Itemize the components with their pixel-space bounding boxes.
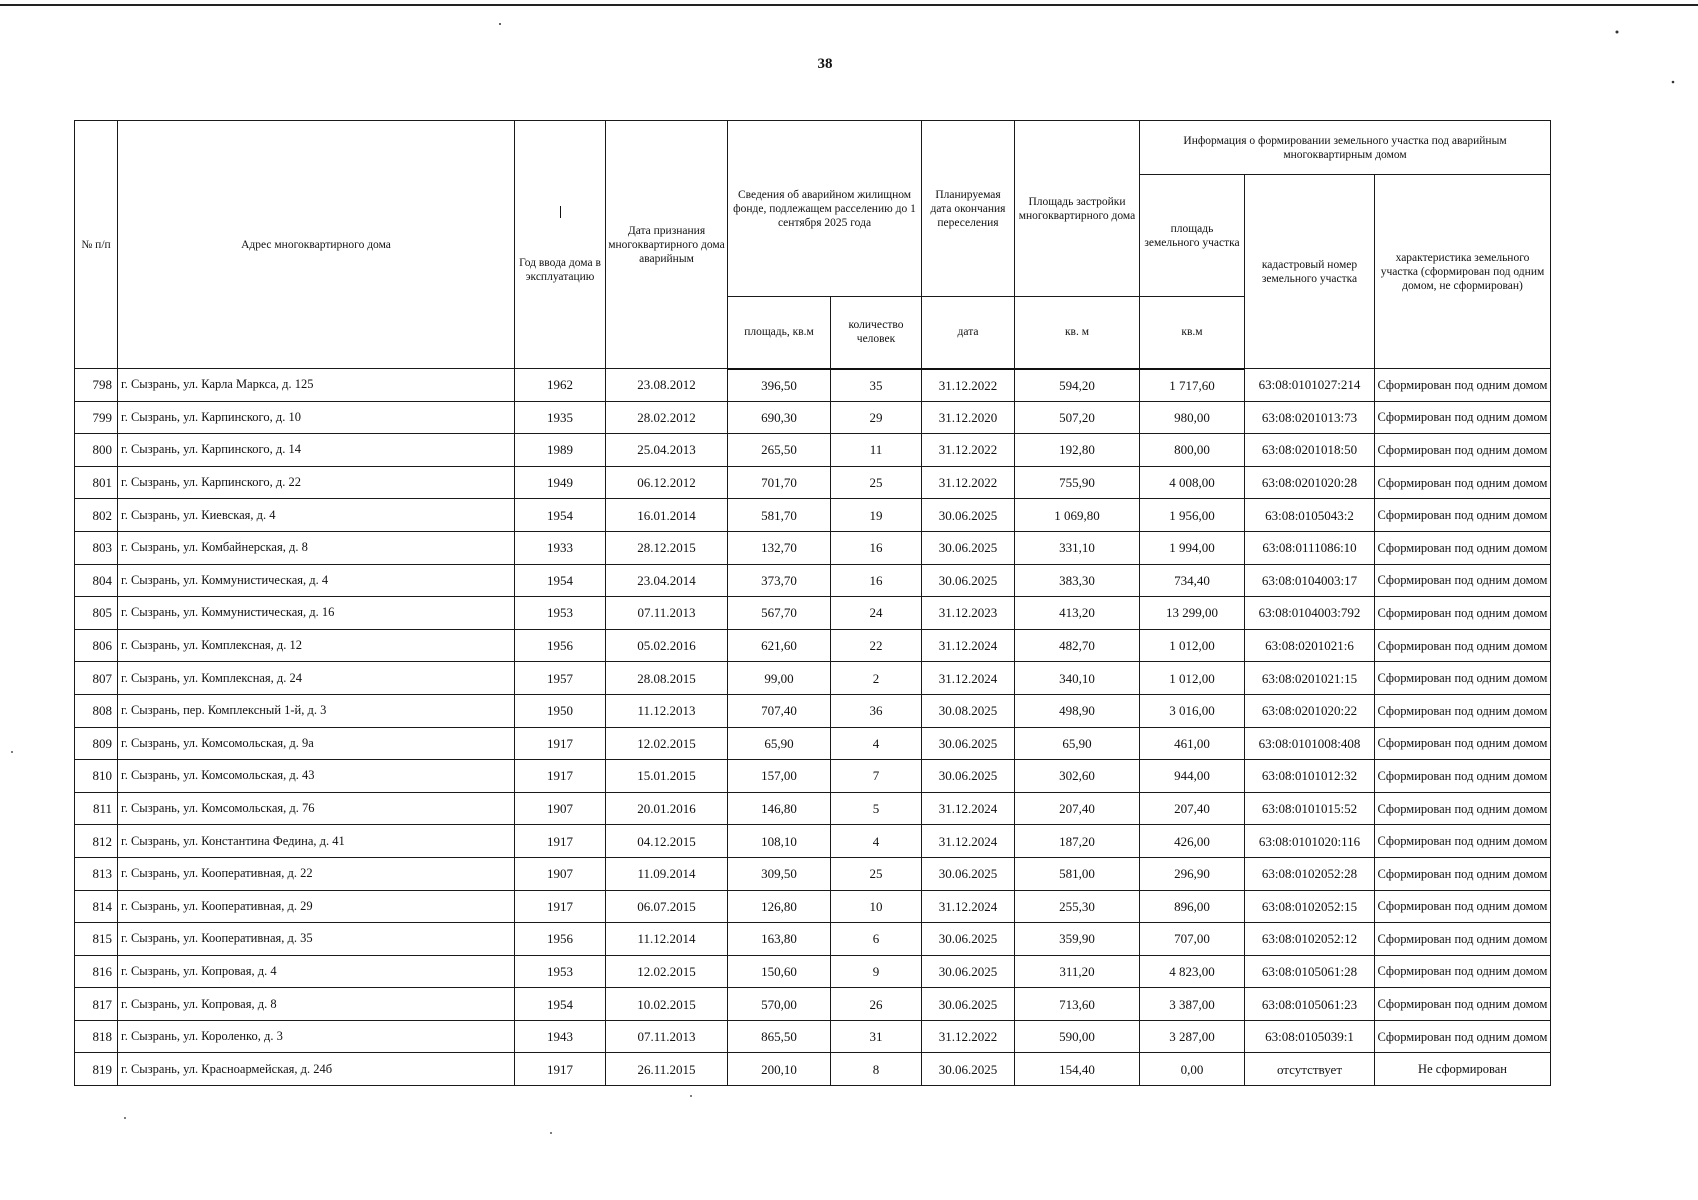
row-people: 5 <box>831 792 922 825</box>
row-recognized-date: 16.01.2014 <box>606 499 728 532</box>
row-year: 1950 <box>515 694 606 727</box>
row-year: 1917 <box>515 825 606 858</box>
header-address: Адрес многоквартирного дома <box>118 121 515 369</box>
row-land-area: 980,00 <box>1140 401 1245 434</box>
row-fund-area: 396,50 <box>728 369 831 402</box>
row-number: 819 <box>75 1053 118 1086</box>
row-characteristic: Сформирован под одним домом <box>1375 825 1551 858</box>
row-land-area: 1 956,00 <box>1140 499 1245 532</box>
row-cadastral: 63:08:0101015:52 <box>1245 792 1375 825</box>
row-characteristic: Сформирован под одним домом <box>1375 434 1551 467</box>
row-address: г. Сызрань, пер. Комплексный 1-й, д. 3 <box>118 694 515 727</box>
page-number: 38 <box>817 56 833 72</box>
row-recognized-date: 10.02.2015 <box>606 988 728 1021</box>
row-land-area: 3 387,00 <box>1140 988 1245 1021</box>
row-fund-area: 707,40 <box>728 694 831 727</box>
row-build-area: 713,60 <box>1015 988 1140 1021</box>
row-year: 1954 <box>515 564 606 597</box>
row-number: 803 <box>75 531 118 564</box>
row-build-area: 1 069,80 <box>1015 499 1140 532</box>
row-year: 1917 <box>515 890 606 923</box>
row-build-area: 590,00 <box>1015 1020 1140 1053</box>
row-people: 26 <box>831 988 922 1021</box>
row-planned-date: 30.06.2025 <box>922 564 1015 597</box>
row-recognized-date: 04.12.2015 <box>606 825 728 858</box>
row-address: г. Сызрань, ул. Карла Маркса, д. 125 <box>118 369 515 402</box>
row-build-area: 383,30 <box>1015 564 1140 597</box>
row-address: г. Сызрань, ул. Копровая, д. 8 <box>118 988 515 1021</box>
header-build-area-unit: кв. м <box>1015 297 1140 369</box>
row-recognized-date: 25.04.2013 <box>606 434 728 467</box>
header-planned-date: дата <box>922 297 1015 369</box>
row-people: 25 <box>831 466 922 499</box>
header-land-area: площадь земельного участка <box>1140 175 1245 297</box>
row-cadastral: 63:08:0101020:116 <box>1245 825 1375 858</box>
row-build-area: 187,20 <box>1015 825 1140 858</box>
row-cadastral: 63:08:0201020:22 <box>1245 694 1375 727</box>
row-characteristic: Сформирован под одним домом <box>1375 369 1551 402</box>
row-people: 35 <box>831 369 922 402</box>
row-build-area: 207,40 <box>1015 792 1140 825</box>
row-cadastral: 63:08:0201013:73 <box>1245 401 1375 434</box>
row-build-area: 581,00 <box>1015 857 1140 890</box>
row-fund-area: 567,70 <box>728 597 831 630</box>
row-year: 1962 <box>515 369 606 402</box>
table-row <box>75 825 1551 858</box>
row-people: 8 <box>831 1053 922 1086</box>
row-characteristic: Сформирован под одним домом <box>1375 857 1551 890</box>
row-address: г. Сызрань, ул. Комсомольская, д. 9а <box>118 727 515 760</box>
row-address: г. Сызрань, ул. Комплексная, д. 24 <box>118 662 515 695</box>
table-row <box>75 499 1551 532</box>
row-year: 1949 <box>515 466 606 499</box>
row-address: г. Сызрань, ул. Короленко, д. 3 <box>118 1020 515 1053</box>
row-planned-date: 31.12.2024 <box>922 662 1015 695</box>
row-fund-area: 373,70 <box>728 564 831 597</box>
table-row <box>75 727 1551 760</box>
row-people: 25 <box>831 857 922 890</box>
row-fund-area: 65,90 <box>728 727 831 760</box>
row-land-area: 461,00 <box>1140 727 1245 760</box>
row-recognized-date: 26.11.2015 <box>606 1053 728 1086</box>
row-address: г. Сызрань, ул. Кооперативная, д. 35 <box>118 923 515 956</box>
row-planned-date: 30.06.2025 <box>922 499 1015 532</box>
row-land-area: 734,40 <box>1140 564 1245 597</box>
row-characteristic: Сформирован под одним домом <box>1375 988 1551 1021</box>
row-build-area: 507,20 <box>1015 401 1140 434</box>
table-row <box>75 662 1551 695</box>
emergency-housing-table <box>74 120 1551 1086</box>
row-recognized-date: 07.11.2013 <box>606 1020 728 1053</box>
row-planned-date: 30.06.2025 <box>922 1053 1015 1086</box>
row-number: 809 <box>75 727 118 760</box>
header-fund-group: Сведения об аварийном жилищном фонде, подлежащем расселению до 1 сентября 2025 года <box>728 121 922 297</box>
row-address: г. Сызрань, ул. Константина Федина, д. 41 <box>118 825 515 858</box>
row-number: 810 <box>75 760 118 793</box>
row-address: г. Сызрань, ул. Комбайнерская, д. 8 <box>118 531 515 564</box>
row-address: г. Сызрань, ул. Киевская, д. 4 <box>118 499 515 532</box>
row-build-area: 594,20 <box>1015 369 1140 402</box>
row-recognized-date: 11.12.2014 <box>606 923 728 956</box>
row-land-area: 707,00 <box>1140 923 1245 956</box>
row-cadastral: отсутствует <box>1245 1053 1375 1086</box>
row-planned-date: 31.12.2023 <box>922 597 1015 630</box>
row-recognized-date: 12.02.2015 <box>606 727 728 760</box>
top-border-line <box>0 4 1698 6</box>
table-body <box>75 369 1551 1086</box>
row-year: 1943 <box>515 1020 606 1053</box>
row-address: г. Сызрань, ул. Коммунистическая, д. 4 <box>118 564 515 597</box>
row-land-area: 4 008,00 <box>1140 466 1245 499</box>
row-planned-date: 31.12.2022 <box>922 369 1015 402</box>
row-cadastral: 63:08:0101012:32 <box>1245 760 1375 793</box>
row-fund-area: 200,10 <box>728 1053 831 1086</box>
row-cadastral: 63:08:0105061:28 <box>1245 955 1375 988</box>
header-year: Год ввода дома в эксплуатацию <box>519 256 601 283</box>
row-planned-date: 30.06.2025 <box>922 923 1015 956</box>
row-number: 804 <box>75 564 118 597</box>
row-fund-area: 265,50 <box>728 434 831 467</box>
row-cadastral: 63:08:0201021:15 <box>1245 662 1375 695</box>
table-row <box>75 890 1551 923</box>
row-year: 1935 <box>515 401 606 434</box>
header-planned: Планируемая дата окончания переселения <box>922 121 1015 297</box>
row-planned-date: 31.12.2022 <box>922 434 1015 467</box>
row-characteristic: Сформирован под одним домом <box>1375 662 1551 695</box>
row-fund-area: 581,70 <box>728 499 831 532</box>
row-land-area: 296,90 <box>1140 857 1245 890</box>
row-land-area: 800,00 <box>1140 434 1245 467</box>
row-address: г. Сызрань, ул. Красноармейская, д. 24б <box>118 1053 515 1086</box>
row-fund-area: 108,10 <box>728 825 831 858</box>
row-recognized-date: 28.12.2015 <box>606 531 728 564</box>
row-land-area: 1 012,00 <box>1140 662 1245 695</box>
row-year: 1956 <box>515 629 606 662</box>
row-fund-area: 865,50 <box>728 1020 831 1053</box>
row-land-area: 0,00 <box>1140 1053 1245 1086</box>
row-cadastral: 63:08:0104003:17 <box>1245 564 1375 597</box>
table-row <box>75 369 1551 402</box>
row-number: 816 <box>75 955 118 988</box>
row-fund-area: 150,60 <box>728 955 831 988</box>
row-build-area: 255,30 <box>1015 890 1140 923</box>
row-characteristic: Сформирован под одним домом <box>1375 401 1551 434</box>
row-characteristic: Сформирован под одним домом <box>1375 629 1551 662</box>
row-year: 1953 <box>515 597 606 630</box>
row-recognized-date: 05.02.2016 <box>606 629 728 662</box>
header-build-area: Площадь застройки многоквартирного дома <box>1015 121 1140 297</box>
row-year: 1957 <box>515 662 606 695</box>
table-row <box>75 629 1551 662</box>
row-number: 805 <box>75 597 118 630</box>
header-fund-area: площадь, кв.м <box>728 297 831 369</box>
row-characteristic: Сформирован под одним домом <box>1375 890 1551 923</box>
table-row <box>75 1020 1551 1053</box>
row-land-area: 1 994,00 <box>1140 531 1245 564</box>
row-people: 4 <box>831 727 922 760</box>
row-people: 11 <box>831 434 922 467</box>
row-cadastral: 63:08:0105043:2 <box>1245 499 1375 532</box>
row-people: 36 <box>831 694 922 727</box>
row-land-area: 3 287,00 <box>1140 1020 1245 1053</box>
row-land-area: 1 717,60 <box>1140 369 1245 402</box>
row-recognized-date: 12.02.2015 <box>606 955 728 988</box>
row-fund-area: 621,60 <box>728 629 831 662</box>
row-people: 24 <box>831 597 922 630</box>
row-cadastral: 63:08:0102052:15 <box>1245 890 1375 923</box>
row-year: 1956 <box>515 923 606 956</box>
row-fund-area: 163,80 <box>728 923 831 956</box>
row-number: 800 <box>75 434 118 467</box>
row-planned-date: 31.12.2024 <box>922 629 1015 662</box>
row-people: 29 <box>831 401 922 434</box>
row-build-area: 331,10 <box>1015 531 1140 564</box>
row-planned-date: 31.12.2022 <box>922 1020 1015 1053</box>
row-recognized-date: 28.02.2012 <box>606 401 728 434</box>
row-recognized-date: 06.12.2012 <box>606 466 728 499</box>
header-fund-people: количество человек <box>831 297 922 369</box>
row-planned-date: 30.06.2025 <box>922 760 1015 793</box>
row-land-area: 3 016,00 <box>1140 694 1245 727</box>
row-land-area: 896,00 <box>1140 890 1245 923</box>
row-cadastral: 63:08:0102052:12 <box>1245 923 1375 956</box>
row-planned-date: 31.12.2024 <box>922 792 1015 825</box>
table-row <box>75 694 1551 727</box>
row-build-area: 311,20 <box>1015 955 1140 988</box>
row-address: г. Сызрань, ул. Комсомольская, д. 76 <box>118 792 515 825</box>
header-characteristic: характеристика земельного участка (сформирован под одним домом, не сформирован) <box>1375 175 1551 369</box>
table-row <box>75 466 1551 499</box>
row-planned-date: 30.06.2025 <box>922 857 1015 890</box>
table-row <box>75 564 1551 597</box>
row-characteristic: Не сформирован <box>1375 1053 1551 1086</box>
row-characteristic: Сформирован под одним домом <box>1375 597 1551 630</box>
row-cadastral: 63:08:0111086:10 <box>1245 531 1375 564</box>
row-fund-area: 99,00 <box>728 662 831 695</box>
row-build-area: 498,90 <box>1015 694 1140 727</box>
header-num: № п/п <box>75 121 118 369</box>
row-characteristic: Сформирован под одним домом <box>1375 564 1551 597</box>
table-row <box>75 434 1551 467</box>
row-characteristic: Сформирован под одним домом <box>1375 1020 1551 1053</box>
table-row <box>75 401 1551 434</box>
row-fund-area: 126,80 <box>728 890 831 923</box>
row-build-area: 154,40 <box>1015 1053 1140 1086</box>
row-people: 19 <box>831 499 922 532</box>
row-year: 1954 <box>515 499 606 532</box>
row-year: 1907 <box>515 857 606 890</box>
row-cadastral: 63:08:0101027:214 <box>1245 369 1375 402</box>
row-recognized-date: 11.09.2014 <box>606 857 728 890</box>
row-characteristic: Сформирован под одним домом <box>1375 466 1551 499</box>
row-year: 1917 <box>515 760 606 793</box>
row-number: 808 <box>75 694 118 727</box>
table-row <box>75 923 1551 956</box>
header-recognized: Дата признания многоквартирного дома аварийным <box>606 121 728 369</box>
row-address: г. Сызрань, ул. Карпинского, д. 22 <box>118 466 515 499</box>
row-recognized-date: 15.01.2015 <box>606 760 728 793</box>
row-recognized-date: 06.07.2015 <box>606 890 728 923</box>
row-people: 16 <box>831 564 922 597</box>
row-number: 799 <box>75 401 118 434</box>
row-land-area: 1 012,00 <box>1140 629 1245 662</box>
row-recognized-date: 20.01.2016 <box>606 792 728 825</box>
row-recognized-date: 23.08.2012 <box>606 369 728 402</box>
row-fund-area: 146,80 <box>728 792 831 825</box>
row-land-area: 207,40 <box>1140 792 1245 825</box>
row-address: г. Сызрань, ул. Карпинского, д. 10 <box>118 401 515 434</box>
row-people: 9 <box>831 955 922 988</box>
row-land-area: 944,00 <box>1140 760 1245 793</box>
row-land-area: 13 299,00 <box>1140 597 1245 630</box>
row-year: 1989 <box>515 434 606 467</box>
row-cadastral: 63:08:0101008:408 <box>1245 727 1375 760</box>
header-year-cell <box>515 121 606 369</box>
row-number: 811 <box>75 792 118 825</box>
table-row <box>75 955 1551 988</box>
row-characteristic: Сформирован под одним домом <box>1375 923 1551 956</box>
row-cadastral: 63:08:0201021:6 <box>1245 629 1375 662</box>
row-cadastral: 63:08:0201018:50 <box>1245 434 1375 467</box>
row-cadastral: 63:08:0105061:23 <box>1245 988 1375 1021</box>
row-number: 814 <box>75 890 118 923</box>
row-number: 806 <box>75 629 118 662</box>
row-number: 813 <box>75 857 118 890</box>
header-land-area-unit: кв.м <box>1140 297 1245 369</box>
row-cadastral: 63:08:0105039:1 <box>1245 1020 1375 1053</box>
row-address: г. Сызрань, ул. Комплексная, д. 12 <box>118 629 515 662</box>
row-recognized-date: 07.11.2013 <box>606 597 728 630</box>
row-planned-date: 31.12.2022 <box>922 466 1015 499</box>
row-planned-date: 30.06.2025 <box>922 955 1015 988</box>
row-characteristic: Сформирован под одним домом <box>1375 727 1551 760</box>
row-people: 31 <box>831 1020 922 1053</box>
row-build-area: 755,90 <box>1015 466 1140 499</box>
row-cadastral: 63:08:0102052:28 <box>1245 857 1375 890</box>
row-characteristic: Сформирован под одним домом <box>1375 760 1551 793</box>
row-fund-area: 309,50 <box>728 857 831 890</box>
table-row <box>75 1053 1551 1086</box>
row-planned-date: 30.06.2025 <box>922 727 1015 760</box>
row-build-area: 413,20 <box>1015 597 1140 630</box>
row-recognized-date: 23.04.2014 <box>606 564 728 597</box>
row-number: 807 <box>75 662 118 695</box>
row-planned-date: 30.06.2025 <box>922 531 1015 564</box>
table-row <box>75 597 1551 630</box>
table-row <box>75 857 1551 890</box>
row-year: 1954 <box>515 988 606 1021</box>
row-fund-area: 132,70 <box>728 531 831 564</box>
row-fund-area: 570,00 <box>728 988 831 1021</box>
row-fund-area: 157,00 <box>728 760 831 793</box>
row-characteristic: Сформирован под одним домом <box>1375 792 1551 825</box>
scan-mark <box>560 206 561 218</box>
row-address: г. Сызрань, ул. Кооперативная, д. 29 <box>118 890 515 923</box>
row-number: 801 <box>75 466 118 499</box>
row-cadastral: 63:08:0104003:792 <box>1245 597 1375 630</box>
row-planned-date: 31.12.2020 <box>922 401 1015 434</box>
row-land-area: 426,00 <box>1140 825 1245 858</box>
row-number: 798 <box>75 369 118 402</box>
row-number: 815 <box>75 923 118 956</box>
row-year: 1907 <box>515 792 606 825</box>
row-build-area: 340,10 <box>1015 662 1140 695</box>
row-build-area: 302,60 <box>1015 760 1140 793</box>
row-characteristic: Сформирован под одним домом <box>1375 694 1551 727</box>
row-recognized-date: 28.08.2015 <box>606 662 728 695</box>
row-recognized-date: 11.12.2013 <box>606 694 728 727</box>
row-build-area: 65,90 <box>1015 727 1140 760</box>
row-people: 10 <box>831 890 922 923</box>
table-row <box>75 531 1551 564</box>
row-people: 22 <box>831 629 922 662</box>
row-people: 7 <box>831 760 922 793</box>
row-build-area: 482,70 <box>1015 629 1140 662</box>
row-address: г. Сызрань, ул. Копровая, д. 4 <box>118 955 515 988</box>
row-planned-date: 30.06.2025 <box>922 988 1015 1021</box>
header-land-group: Информация о формировании земельного участка под аварийным многоквартирным домом <box>1140 121 1551 175</box>
row-address: г. Сызрань, ул. Комсомольская, д. 43 <box>118 760 515 793</box>
row-year: 1917 <box>515 1053 606 1086</box>
row-people: 2 <box>831 662 922 695</box>
row-year: 1953 <box>515 955 606 988</box>
header-cadastral: кадастровый номер земельного участка <box>1245 175 1375 369</box>
row-planned-date: 31.12.2024 <box>922 825 1015 858</box>
table-row <box>75 988 1551 1021</box>
row-build-area: 192,80 <box>1015 434 1140 467</box>
row-people: 4 <box>831 825 922 858</box>
row-fund-area: 701,70 <box>728 466 831 499</box>
table-row <box>75 760 1551 793</box>
row-land-area: 4 823,00 <box>1140 955 1245 988</box>
row-planned-date: 30.08.2025 <box>922 694 1015 727</box>
row-year: 1933 <box>515 531 606 564</box>
row-address: г. Сызрань, ул. Коммунистическая, д. 16 <box>118 597 515 630</box>
row-number: 817 <box>75 988 118 1021</box>
row-planned-date: 31.12.2024 <box>922 890 1015 923</box>
row-characteristic: Сформирован под одним домом <box>1375 531 1551 564</box>
row-number: 812 <box>75 825 118 858</box>
row-number: 818 <box>75 1020 118 1053</box>
table-row <box>75 792 1551 825</box>
row-characteristic: Сформирован под одним домом <box>1375 499 1551 532</box>
row-year: 1917 <box>515 727 606 760</box>
row-people: 6 <box>831 923 922 956</box>
row-number: 802 <box>75 499 118 532</box>
row-build-area: 359,90 <box>1015 923 1140 956</box>
row-cadastral: 63:08:0201020:28 <box>1245 466 1375 499</box>
row-address: г. Сызрань, ул. Кооперативная, д. 22 <box>118 857 515 890</box>
row-address: г. Сызрань, ул. Карпинского, д. 14 <box>118 434 515 467</box>
row-fund-area: 690,30 <box>728 401 831 434</box>
row-characteristic: Сформирован под одним домом <box>1375 955 1551 988</box>
row-people: 16 <box>831 531 922 564</box>
